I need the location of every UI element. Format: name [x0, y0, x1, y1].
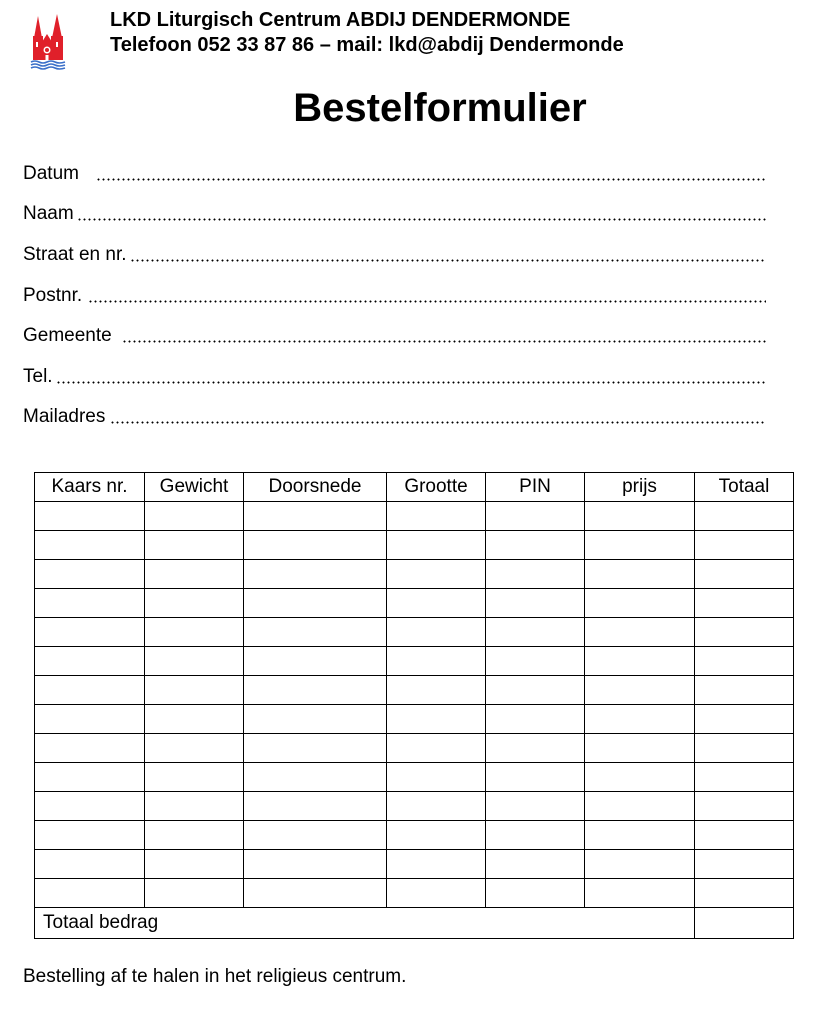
table-cell[interactable]: [35, 647, 145, 676]
table-row: [35, 647, 794, 676]
table-cell[interactable]: [145, 676, 244, 705]
table-cell[interactable]: [486, 850, 585, 879]
table-row: [35, 879, 794, 908]
table-cell[interactable]: [486, 705, 585, 734]
table-row: [35, 531, 794, 560]
order-table: [34, 472, 794, 939]
table-cell[interactable]: [145, 502, 244, 531]
table-cell[interactable]: [35, 560, 145, 589]
table-cell[interactable]: [695, 531, 794, 560]
table-cell[interactable]: [695, 502, 794, 531]
table-cell[interactable]: [486, 879, 585, 908]
table-cell[interactable]: [387, 560, 486, 589]
table-cell[interactable]: [486, 792, 585, 821]
total-amount-cell[interactable]: [695, 908, 794, 939]
table-cell[interactable]: [35, 531, 145, 560]
table-row: [35, 560, 794, 589]
table-cell[interactable]: [585, 560, 695, 589]
dotted-line[interactable]: [77, 218, 766, 221]
column-header-pin: PIN: [486, 473, 585, 502]
field-label: Straat en nr.: [23, 244, 127, 265]
table-cell[interactable]: [145, 531, 244, 560]
table-cell[interactable]: [244, 676, 387, 705]
column-header-grootte: Grootte: [387, 473, 486, 502]
field-tel[interactable]: [23, 363, 766, 389]
header-organization: LKD Liturgisch Centrum ABDIJ DENDERMONDE: [110, 9, 571, 31]
table-cell[interactable]: [695, 618, 794, 647]
field-gemeente[interactable]: [23, 322, 766, 348]
table-cell[interactable]: [35, 734, 145, 763]
page-title: Bestelformulier: [293, 86, 587, 130]
abbey-church-logo-icon: [30, 12, 66, 70]
pickup-note: Bestelling af te halen in het religieus centrum.: [23, 966, 407, 987]
table-cell[interactable]: [387, 734, 486, 763]
dotted-line[interactable]: [56, 381, 766, 384]
table-cell[interactable]: [145, 879, 244, 908]
table-cell[interactable]: [35, 502, 145, 531]
table-cell[interactable]: [585, 821, 695, 850]
table-cell[interactable]: [145, 589, 244, 618]
table-cell[interactable]: [244, 879, 387, 908]
table-cell[interactable]: [486, 676, 585, 705]
dotted-line[interactable]: [88, 300, 766, 303]
table-row: [35, 502, 794, 531]
header-contact: Telefoon 052 33 87 86 – mail: lkd@abdij Dendermonde: [110, 34, 624, 56]
table-row: [35, 821, 794, 850]
table-cell[interactable]: [35, 763, 145, 792]
table-cell[interactable]: [695, 850, 794, 879]
table-row: [35, 734, 794, 763]
table-cell[interactable]: [585, 763, 695, 792]
table-header-row: [35, 473, 794, 502]
table-cell[interactable]: [585, 676, 695, 705]
table-cell[interactable]: [585, 618, 695, 647]
table-cell[interactable]: [585, 850, 695, 879]
table-cell[interactable]: [35, 705, 145, 734]
table-row: [35, 618, 794, 647]
table-cell[interactable]: [387, 618, 486, 647]
table-cell[interactable]: [695, 763, 794, 792]
field-label: Gemeente: [23, 325, 112, 346]
table-cell[interactable]: [244, 502, 387, 531]
table-cell[interactable]: [244, 618, 387, 647]
column-header-totaal: Totaal: [695, 473, 794, 502]
dotted-line[interactable]: [110, 421, 766, 424]
table-cell[interactable]: [585, 792, 695, 821]
table-row: [35, 763, 794, 792]
table-cell[interactable]: [585, 705, 695, 734]
field-label: Tel.: [23, 366, 53, 387]
table-cell[interactable]: [35, 589, 145, 618]
table-cell[interactable]: [244, 763, 387, 792]
table-cell[interactable]: [244, 821, 387, 850]
table-row: [35, 676, 794, 705]
table-cell[interactable]: [387, 502, 486, 531]
table-cell[interactable]: [585, 647, 695, 676]
table-cell[interactable]: [145, 821, 244, 850]
table-cell[interactable]: [387, 821, 486, 850]
field-straat[interactable]: [23, 241, 766, 267]
table-cell[interactable]: [387, 879, 486, 908]
table-cell[interactable]: [387, 850, 486, 879]
table-cell[interactable]: [35, 821, 145, 850]
table-cell[interactable]: [387, 676, 486, 705]
column-header-kaars-nr: Kaars nr.: [35, 473, 145, 502]
table-cell[interactable]: [244, 647, 387, 676]
total-row: [35, 908, 794, 939]
table-cell[interactable]: [695, 879, 794, 908]
table-cell[interactable]: [387, 647, 486, 676]
table-cell[interactable]: [695, 647, 794, 676]
column-header-gewicht: Gewicht: [145, 473, 244, 502]
table-cell[interactable]: [486, 560, 585, 589]
table-row: [35, 850, 794, 879]
table-cell[interactable]: [695, 560, 794, 589]
table-cell[interactable]: [145, 734, 244, 763]
table-cell[interactable]: [695, 792, 794, 821]
field-naam[interactable]: [23, 200, 766, 226]
table-cell[interactable]: [486, 502, 585, 531]
table-cell[interactable]: [145, 792, 244, 821]
table-row: [35, 589, 794, 618]
table-cell[interactable]: [387, 705, 486, 734]
table-cell[interactable]: [486, 734, 585, 763]
table-cell[interactable]: [486, 647, 585, 676]
table-cell[interactable]: [695, 705, 794, 734]
table-cell[interactable]: [244, 850, 387, 879]
table-row: [35, 705, 794, 734]
dotted-line[interactable]: [122, 340, 766, 343]
table-cell[interactable]: [695, 676, 794, 705]
table-cell[interactable]: [244, 531, 387, 560]
table-cell[interactable]: [145, 618, 244, 647]
table-cell[interactable]: [585, 531, 695, 560]
table-cell[interactable]: [486, 618, 585, 647]
table-cell[interactable]: [695, 734, 794, 763]
table-cell[interactable]: [35, 618, 145, 647]
field-label: Datum: [23, 163, 79, 184]
table-cell[interactable]: [486, 531, 585, 560]
table-cell[interactable]: [585, 502, 695, 531]
table-cell[interactable]: [387, 589, 486, 618]
table-cell[interactable]: [244, 589, 387, 618]
table-cell[interactable]: [387, 531, 486, 560]
field-datum[interactable]: [23, 160, 766, 186]
table-cell[interactable]: [145, 647, 244, 676]
table-cell[interactable]: [35, 792, 145, 821]
field-label: Naam: [23, 203, 74, 224]
table-cell[interactable]: [35, 676, 145, 705]
table-cell[interactable]: [486, 821, 585, 850]
table-cell[interactable]: [35, 879, 145, 908]
dotted-line[interactable]: [96, 178, 766, 181]
table-cell[interactable]: [145, 763, 244, 792]
dotted-line[interactable]: [130, 259, 766, 262]
table-cell[interactable]: [695, 821, 794, 850]
table-cell[interactable]: [585, 734, 695, 763]
table-cell[interactable]: [585, 879, 695, 908]
table-cell[interactable]: [585, 589, 695, 618]
column-header-doorsnede: Doorsnede: [244, 473, 387, 502]
field-label: Mailadres: [23, 406, 106, 427]
table-cell[interactable]: [387, 792, 486, 821]
table-row: [35, 792, 794, 821]
table-cell[interactable]: [486, 589, 585, 618]
table-cell[interactable]: [145, 705, 244, 734]
field-label: Postnr.: [23, 285, 83, 306]
table-cell[interactable]: [244, 792, 387, 821]
table-cell[interactable]: [244, 705, 387, 734]
field-mailadres[interactable]: [23, 403, 766, 429]
table-cell[interactable]: [145, 850, 244, 879]
table-cell[interactable]: [145, 560, 244, 589]
table-cell[interactable]: [244, 734, 387, 763]
table-cell[interactable]: [387, 763, 486, 792]
total-amount-label: Totaal bedrag: [35, 908, 695, 939]
table-cell[interactable]: [244, 560, 387, 589]
field-postnr[interactable]: [23, 282, 766, 308]
table-cell[interactable]: [486, 763, 585, 792]
table-cell[interactable]: [695, 589, 794, 618]
table-cell[interactable]: [35, 850, 145, 879]
column-header-prijs: prijs: [585, 473, 695, 502]
